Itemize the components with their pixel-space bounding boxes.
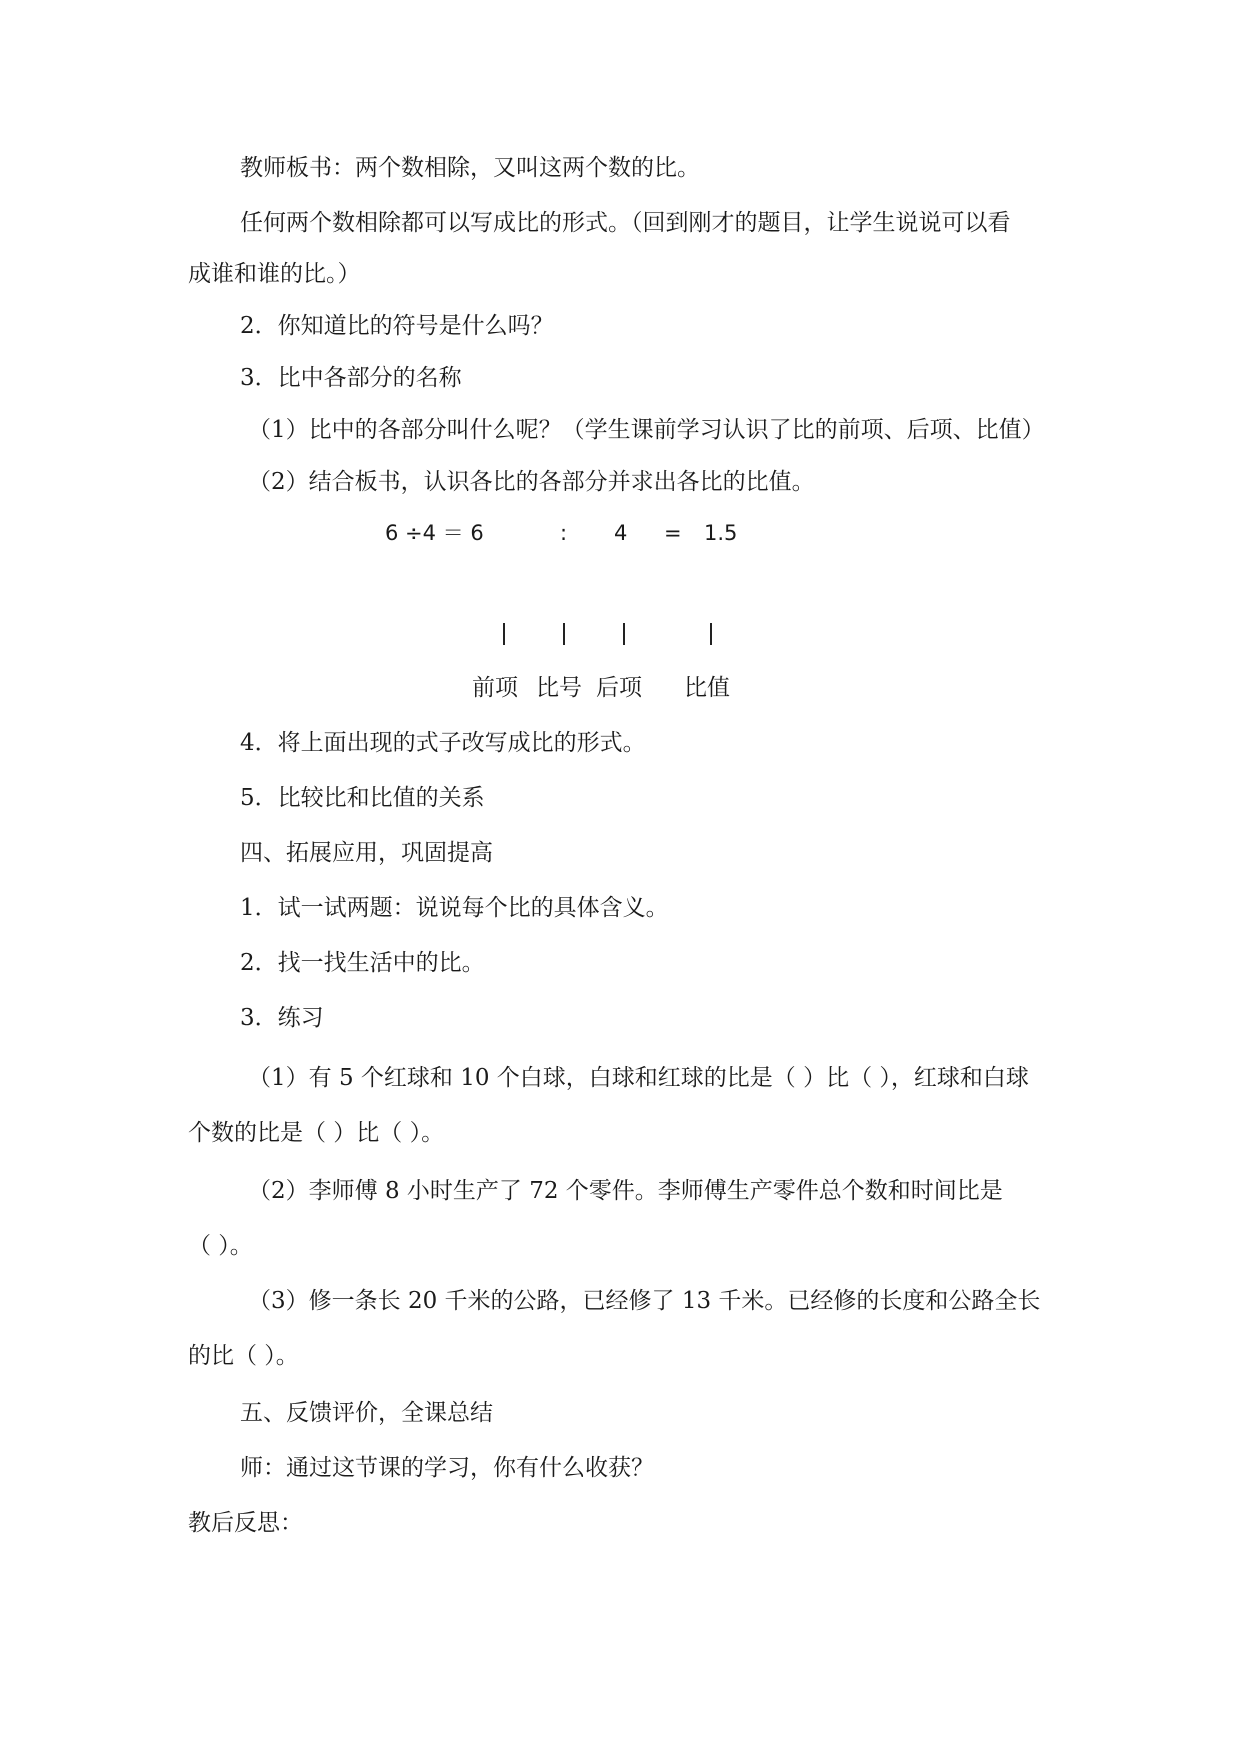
pointer-bar-value <box>710 623 712 645</box>
text-line-find-ratios: 2．找一找生活中的比。 <box>240 950 485 976</box>
label-consequent: 后项 <box>596 675 642 701</box>
text-line-exercise-1: （1）有 5 个红球和 10 个白球，白球和红球的比是（ ）比（ ），红球和白球 <box>248 1065 1029 1091</box>
text-line-practice: 3．练习 <box>240 1005 324 1031</box>
text-line-item-5-compare: 5．比较比和比值的关系 <box>240 785 485 811</box>
text-line-teacher-question: 师：通过这节课的学习，你有什么收获？ <box>240 1455 654 1481</box>
pointer-bar-consequent <box>623 623 625 645</box>
text-line-exercise-1-cont: 个数的比是（ ）比（ ）。 <box>188 1120 445 1146</box>
text-line-exercise-3-cont: 的比（ ）。 <box>188 1343 299 1369</box>
equation-equals: = <box>664 521 682 545</box>
label-antecedent: 前项 <box>472 675 518 701</box>
text-line-exercise-2-cont: （ ）。 <box>188 1233 253 1259</box>
text-line-item-2-symbol: 2．你知道比的符号是什么吗？ <box>240 313 554 339</box>
text-line-sub-2-board: （2）结合板书，认识各比的各部分并求出各比的比值。 <box>248 469 815 495</box>
pointer-bar-ratio-sign <box>563 623 565 645</box>
text-line-try-two: 1．试一试两题：说说每个比的具体含义。 <box>240 895 669 921</box>
text-line-any-division: 任何两个数相除都可以写成比的形式。（回到刚才的题目，让学生说说可以看 <box>240 210 1011 236</box>
equation-lhs: 6 ÷4 ＝ 6 <box>385 521 484 545</box>
label-ratio-value: 比值 <box>684 675 730 701</box>
text-line-any-division-cont: 成谁和谁的比。） <box>188 261 361 287</box>
text-line-exercise-2: （2）李师傅 8 小时生产了 72 个零件。李师傅生产零件总个数和时间比是 <box>248 1178 1003 1204</box>
text-line-reflection: 教后反思： <box>188 1510 303 1536</box>
text-line-sub-1-parts: （1）比中的各部分叫什么呢？（学生课前学习认识了比的前项、后项、比值） <box>248 417 1045 443</box>
equation-rhs: 4 <box>614 521 628 545</box>
pointer-bar-antecedent <box>503 623 505 645</box>
text-line-exercise-3: （3）修一条长 20 千米的公路，已经修了 13 千米。已经修的长度和公路全长 <box>248 1288 1041 1314</box>
section-heading-extend: 四、拓展应用，巩固提高 <box>240 840 493 866</box>
equation-value: 1.5 <box>704 521 738 545</box>
label-ratio-sign: 比号 <box>536 675 582 701</box>
text-line-board-definition: 教师板书：两个数相除，又叫这两个数的比。 <box>240 155 700 181</box>
text-line-item-4-rewrite: 4．将上面出现的式子改写成比的形式。 <box>240 730 646 756</box>
section-heading-summary: 五、反馈评价，全课总结 <box>240 1400 493 1426</box>
equation-colon: : <box>560 521 568 545</box>
text-line-item-3-names: 3．比中各部分的名称 <box>240 365 462 391</box>
